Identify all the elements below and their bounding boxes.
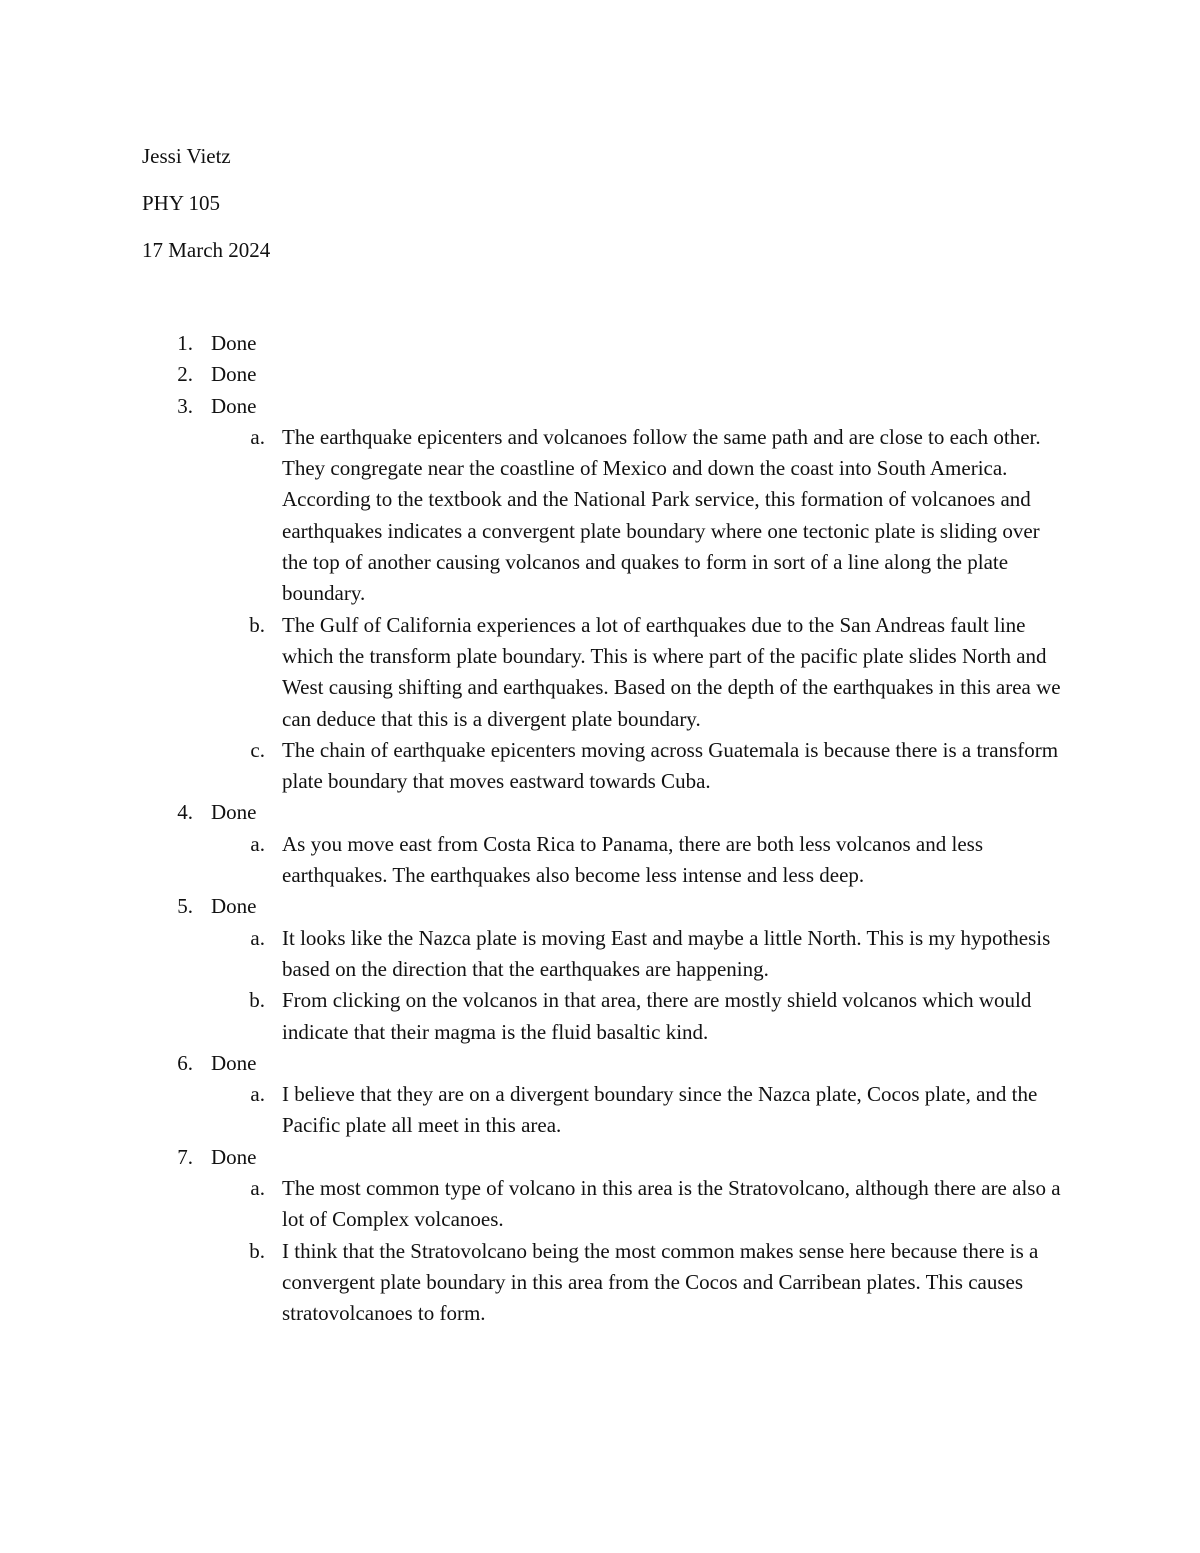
list-item-number: 3. [177, 393, 193, 418]
list-item-text: Done [211, 800, 257, 825]
sub-answer-letter: a. [250, 831, 265, 856]
list-item [0, 1048, 1200, 1142]
list-item-row [0, 328, 1200, 359]
list-item-text: Done [211, 1050, 257, 1075]
list-item-number: 1. [177, 331, 193, 355]
list-item-row [0, 797, 1200, 828]
sub-answer-letter: c. [250, 737, 265, 762]
sub-answer-text: The most common type of volcano in this area is the Stratovolcano, although there are also a lot of Complex volcanoes. [282, 1176, 1061, 1232]
document-date: 17 March 2024 [142, 238, 271, 262]
list-item-text: Done [211, 894, 257, 919]
sub-answer-letter: b. [249, 988, 265, 1013]
answer-list [0, 328, 1200, 1330]
sub-answer [0, 923, 1062, 986]
sub-answer [0, 1173, 1062, 1236]
sub-answer-letter: a. [250, 1082, 265, 1107]
list-item [0, 359, 1200, 390]
list-item-row [0, 359, 1200, 390]
list-item [0, 891, 1200, 1047]
sub-answer-letter: a. [250, 1176, 265, 1201]
list-item [0, 1142, 1200, 1330]
sub-answer [0, 1236, 1062, 1330]
list-item [0, 328, 1200, 359]
course-code: PHY 105 [142, 191, 220, 215]
list-item-number: 5. [177, 894, 193, 919]
list-item-text: Done [211, 393, 257, 418]
author-name: Jessi Vietz [142, 144, 231, 168]
list-item-number: 2. [177, 362, 193, 387]
list-item [0, 391, 1200, 798]
list-item-row [0, 891, 1200, 922]
sub-answer-letter: b. [249, 612, 265, 637]
list-item-number: 4. [177, 800, 193, 825]
sub-answer-text: I think that the Stratovolcano being the most common makes sense here because there is a convergent plate boundary in this area from the Cocos and Carribean plates. This causes stratovolcanoes to form. [282, 1238, 1039, 1326]
sub-answer-text: The Gulf of California experiences a lot of earthquakes due to the San Andreas fault line which the transform plate boundary. This is where part of the pacific plate slides North and West causing shifting and earthquakes. Based on the depth of the earthquakes in this area we can deduce that this is a divergent plate boundary. [282, 612, 1061, 731]
sub-answer-text: It looks like the Nazca plate is moving East and maybe a little North. This is my hypothesis based on the direction that the earthquakes are happening. [282, 925, 1051, 981]
sub-answer [0, 610, 1062, 735]
list-item-row [0, 1048, 1200, 1079]
sub-answer [0, 829, 1062, 892]
sub-answer-letter: a. [250, 424, 265, 449]
sub-answer-letter: a. [250, 925, 265, 950]
sub-answer-text: The earthquake epicenters and volcanoes follow the same path and are close to each other. They congregate near the coastline of Mexico and down the coast into South America. According to the textbook and the National Park service, this formation of volcanoes and earthquakes indicates a convergent plate boundary where one tectonic plate is sliding over the top of another causing volcanos and quakes to form in sort of a line along the plate boundary. [282, 424, 1041, 606]
sub-answer-letter: b. [249, 1238, 265, 1263]
list-item-text: Done [211, 331, 257, 355]
sub-answer-text: From clicking on the volcanos in that area, there are mostly shield volcanos which would indicate that their magma is the fluid basaltic kind. [282, 988, 1032, 1044]
sub-answer-text: I believe that they are on a divergent boundary since the Nazca plate, Cocos plate, and the Pacific plate all meet in this area. [282, 1082, 1038, 1138]
sub-answer-text: The chain of earthquake epicenters moving across Guatemala is because there is a transform plate boundary that moves eastward towards Cuba. [282, 737, 1059, 794]
list-item-row [0, 1142, 1200, 1173]
list-item [0, 797, 1200, 891]
list-item-text: Done [211, 1144, 257, 1169]
sub-answer [0, 422, 1062, 610]
list-item-row [0, 391, 1200, 422]
list-item-text: Done [211, 362, 257, 387]
sub-answer-text: As you move east from Costa Rica to Panama, there are both less volcanos and less earthquakes. The earthquakes also become less intense and less deep. [282, 831, 983, 888]
sub-answer [0, 985, 1062, 1048]
sub-answer [0, 1079, 1062, 1142]
list-item-number: 6. [177, 1050, 193, 1075]
sub-answer [0, 735, 1062, 798]
list-item-number: 7. [177, 1144, 193, 1169]
